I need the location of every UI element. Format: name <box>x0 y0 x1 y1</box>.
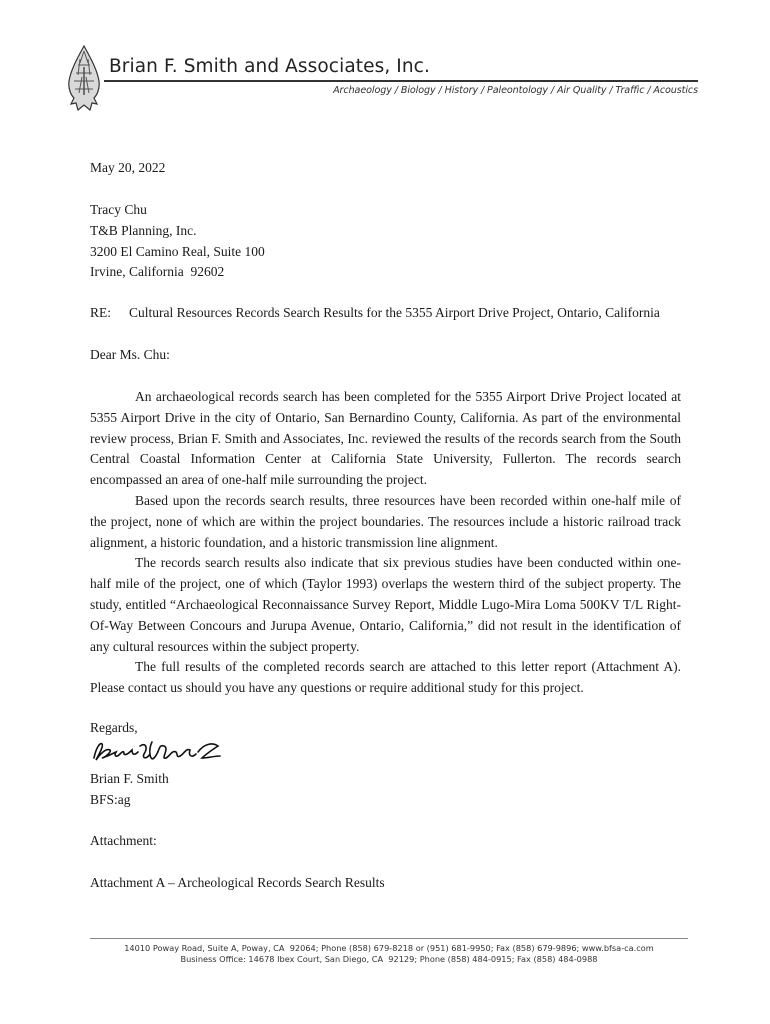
arrowhead-logo-icon <box>66 45 102 111</box>
body-paragraph: The full results of the completed records search are attached to this letter report (Attachment A). Please contact us should you have any questions or require additional study for this project. <box>90 659 681 696</box>
company-name: Brian F. Smith and Associates, Inc. <box>109 56 430 77</box>
subject-line <box>90 303 660 324</box>
salutation: Dear Ms. Chu: <box>90 347 170 362</box>
footer-divider <box>90 938 688 939</box>
footer-address-line: 14010 Poway Road, Suite A, Poway, CA 92064; Phone (858) 679-8218 or (951) 681-9950; Fax (858) 679-9896; www.bfsa-ca.com <box>124 943 654 953</box>
body-paragraph: An archaeological records search has been completed for the 5355 Airport Drive Project located at 5355 Airport Drive in the city of Ontario, San Bernardino County, California. As part of the environmental review process, Brian F. Smith and Associates, Inc. reviewed the results of the records search from the South Central Coastal Information Center at California State University, Fullerton. The records search encompassed an area of one-half mile surrounding the project. <box>90 389 681 488</box>
letter-date: May 20, 2022 <box>90 160 166 175</box>
attachment-label: Attachment: <box>90 833 157 848</box>
recipient-city: Irvine, California 92602 <box>90 264 225 280</box>
signer-name: Brian F. Smith <box>90 771 169 786</box>
recipient-company: T&B Planning, Inc. <box>90 222 197 238</box>
subject-label: RE: <box>90 305 112 320</box>
attachment-item: Attachment A – Archeological Records Search Results <box>90 875 385 890</box>
signer-initials: BFS:ag <box>90 791 131 807</box>
recipient-address <box>90 200 265 283</box>
body-paragraph: Based upon the records search results, three resources have been recorded within one-half mile of the project, none of which are within the project boundaries. The resources include a historic railroad track alignment, a historic foundation, and a historic transmission line alignment. <box>90 492 681 550</box>
footer-business-office-line: Business Office: 14678 Ibex Court, San Diego, CA 92129; Phone (858) 484-0915; Fax (858) 484-0988 <box>180 954 598 964</box>
recipient-street: 3200 El Camino Real, Suite 100 <box>90 243 265 259</box>
closing: Regards, <box>90 720 138 735</box>
disciplines-tagline: Archaeology / Biology / History / Paleontology / Air Quality / Traffic / Acoustics <box>333 85 698 96</box>
subject-text: Cultural Resources Records Search Results for the 5355 Airport Drive Project, Ontario, California <box>129 305 660 320</box>
header-divider <box>104 80 698 82</box>
letter-body <box>90 387 681 699</box>
signer-block <box>90 769 169 811</box>
handwritten-signature <box>90 736 225 766</box>
recipient-name: Tracy Chu <box>90 202 147 217</box>
footer <box>90 943 688 965</box>
body-paragraph: The records search results also indicate that six previous studies have been conducted within one-half mile of the project, one of which (Taylor 1993) overlaps the western third of the subject property. The study, entitled “Archaeological Reconnaissance Survey Report, Middle Lugo-Mira Loma 500KV T/L Right-Of-Way Between Concours and Jurupa Avenue, Ontario, California,” did not result in the identification of any cultural resources within the subject property. <box>90 555 681 654</box>
